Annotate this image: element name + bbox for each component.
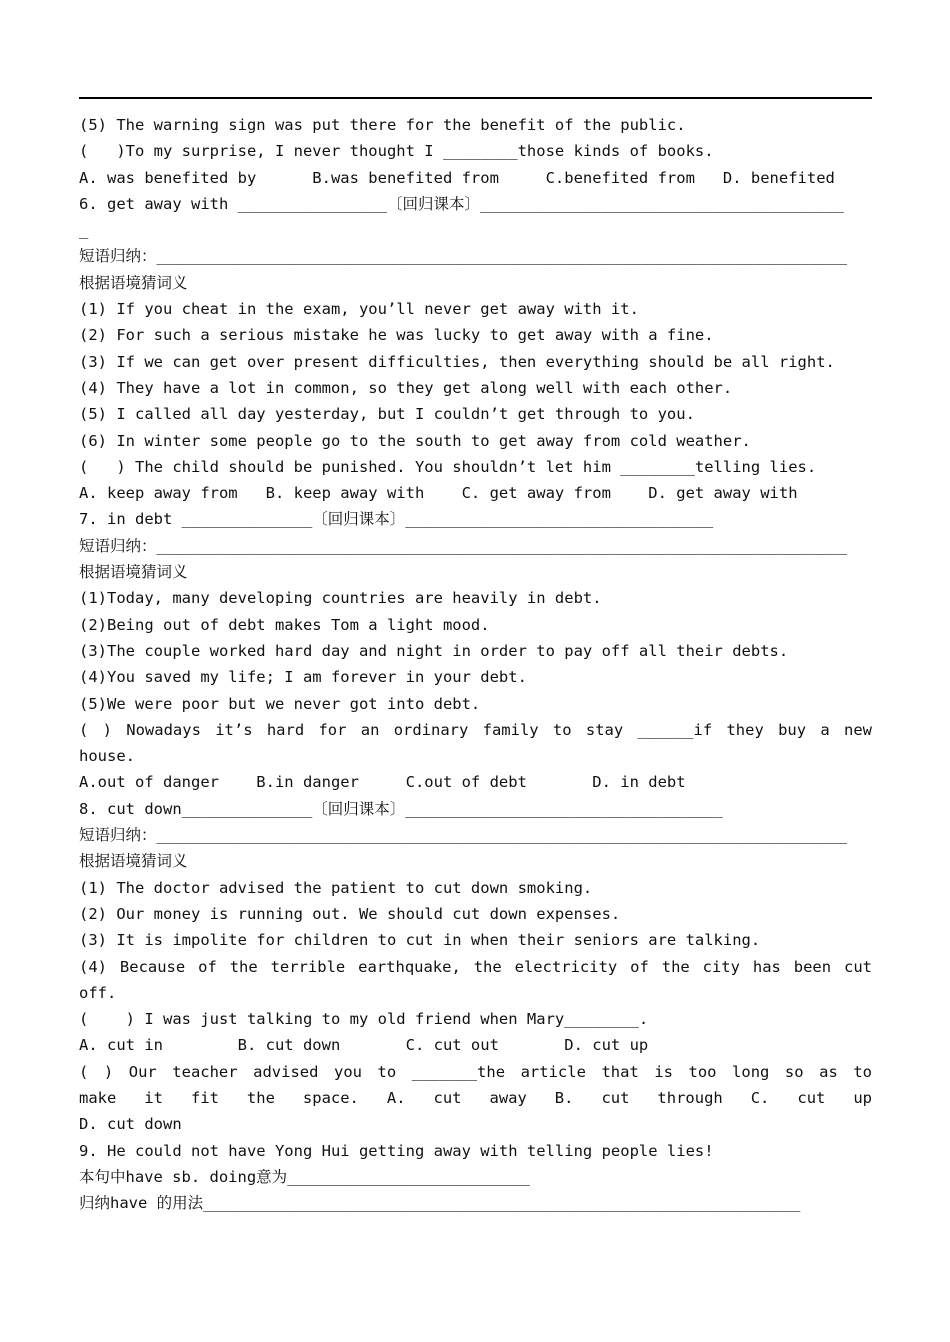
- text-line: (2) For such a serious mistake he was lucky to get away with a fine.: [79, 326, 714, 345]
- text-line: ( )To my surprise, I never thought I ________those kinds of books.: [79, 142, 714, 161]
- text-line: ( ) The child should be punished. You shouldn’t let him ________telling lies.: [79, 457, 817, 476]
- text-line: (1)Today, many developing countries are heavily in debt.: [79, 589, 602, 608]
- text-line: (3)The couple worked hard day and night in order to pay off all their debts.: [79, 641, 789, 660]
- text-line: ( ) Nowadays it’s hard for an ordinary family to stay ______if they buy a new: [79, 720, 872, 739]
- text-line: 8. cut down______________〔回归课本〕__________________________________: [79, 799, 723, 818]
- text-line: A.out of danger B.in danger C.out of debt D. in debt: [79, 773, 686, 792]
- text-line: 6. get away with ________________〔回归课本〕_______________________________________: [79, 194, 844, 213]
- text-line: house.: [79, 747, 135, 766]
- header-rule: [79, 97, 872, 99]
- text-line: (3) It is impolite for children to cut in when their seniors are talking.: [79, 931, 761, 950]
- text-line: 短语归纳：__________________________________________________________________________: [79, 536, 848, 555]
- text-line: off.: [79, 983, 117, 1002]
- text-line: (5) I called all day yesterday, but I couldn’t get through to you.: [79, 405, 695, 424]
- text-line: (5) The warning sign was put there for the benefit of the public.: [79, 116, 686, 134]
- text-line: (1) If you cheat in the exam, you’ll never get away with it.: [79, 300, 639, 319]
- exercise-text: [79, 112, 872, 1216]
- text-line: (5)We were poor but we never got into debt.: [79, 694, 481, 713]
- text-line: 本句中have sb. doing意为__________________________: [79, 1167, 530, 1186]
- text-line: ( ) I was just talking to my old friend when Mary________.: [79, 1010, 649, 1029]
- text-line: 根据语境猜词义: [79, 563, 188, 582]
- text-line: A. keep away from B. keep away with C. get away from D. get away with: [79, 484, 798, 503]
- text-line: 根据语境猜词义: [79, 852, 188, 871]
- text-line: (2) Our money is running out. We should cut down expenses.: [79, 904, 621, 923]
- text-line: D. cut down: [79, 1115, 182, 1134]
- text-line: 归纳have 的用法________________________________________________________________: [79, 1194, 801, 1213]
- text-line: (6) In winter some people go to the south to get away from cold weather.: [79, 431, 751, 450]
- text-line: (4) Because of the terrible earthquake, the electricity of the city has been cut: [79, 957, 872, 976]
- text-line: 短语归纳：__________________________________________________________________________: [79, 826, 848, 845]
- text-line: 7. in debt ______________〔回归课本〕_________________________________: [79, 510, 714, 529]
- text-line: (2)Being out of debt makes Tom a light mood.: [79, 615, 490, 634]
- text-line: 根据语境猜词义: [79, 273, 188, 292]
- text-line: _: [79, 221, 89, 240]
- text-line: (4) They have a lot in common, so they get along well with each other.: [79, 378, 733, 397]
- text-line: 短语归纳：__________________________________________________________________________: [79, 247, 848, 266]
- text-line: make it fit the space. A. cut away B. cut through C. cut up: [79, 1088, 872, 1107]
- text-line: ( ) Our teacher advised you to _______the article that is too long so as to: [79, 1062, 872, 1081]
- text-line: A. was benefited by B.was benefited from C.benefited from D. benefited: [79, 168, 835, 187]
- text-line: (1) The doctor advised the patient to cut down smoking.: [79, 878, 593, 897]
- text-line: (3) If we can get over present difficulties, then everything should be all right.: [79, 352, 835, 371]
- text-line: 9. He could not have Yong Hui getting away with telling people lies!: [79, 1141, 714, 1160]
- text-line: (4)You saved my life; I am forever in your debt.: [79, 668, 527, 687]
- text-line: A. cut in B. cut down C. cut out D. cut up: [79, 1036, 649, 1055]
